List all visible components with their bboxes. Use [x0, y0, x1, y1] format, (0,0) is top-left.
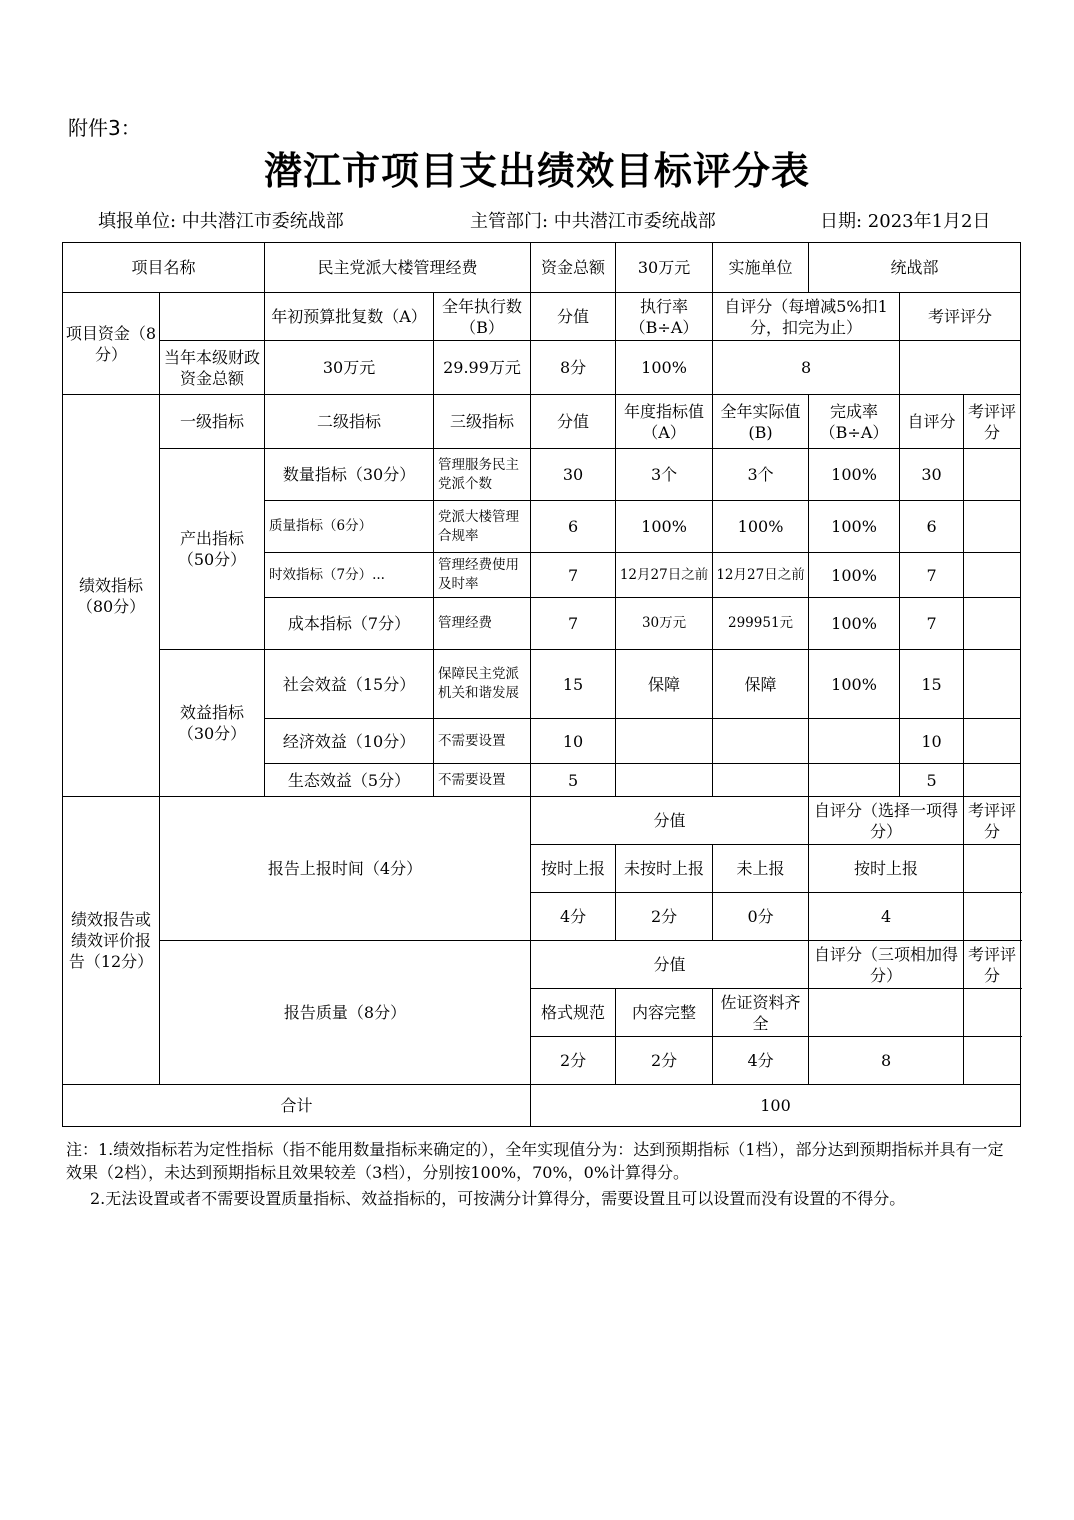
- row-review: [964, 449, 1021, 501]
- row-score: 15: [531, 650, 616, 719]
- row-l3: 保障民主党派机关和谐发展: [434, 650, 531, 719]
- perf-h2: 二级指标: [265, 395, 434, 449]
- total-value: 100: [531, 1085, 1021, 1127]
- row-l2: 生态效益（5分）: [265, 764, 434, 797]
- row-a: 3个: [616, 449, 713, 501]
- perf-h8: 自评分: [900, 395, 964, 449]
- report-quality-val2: 2分: [616, 1037, 713, 1085]
- row-l2: 时效指标（7分）...: [265, 553, 434, 598]
- perf-h9: 考评评分: [964, 395, 1021, 449]
- funds-rate: 100%: [616, 341, 713, 395]
- row-score: 10: [531, 719, 616, 764]
- row-rate: 100%: [809, 598, 900, 650]
- report-time-val2: 2分: [616, 893, 713, 941]
- row-l3: 不需要设置: [434, 719, 531, 764]
- report-quality-review: 考评评分: [964, 941, 1021, 989]
- h-review: 考评评分: [900, 293, 1021, 341]
- row-score: 30: [531, 449, 616, 501]
- funds-review: [900, 341, 1021, 395]
- row-b: [713, 764, 809, 797]
- attachment-label: 附件3：: [68, 116, 141, 140]
- report-quality-blank: [809, 989, 964, 1037]
- row-score: 5: [531, 764, 616, 797]
- row-rate: 100%: [809, 501, 900, 553]
- report-quality-label: 报告质量（8分）: [160, 941, 531, 1085]
- row-rate: 100%: [809, 650, 900, 719]
- row-a: 30万元: [616, 598, 713, 650]
- row-a: 12月27日之前: [616, 553, 713, 598]
- report-quality-val3: 4分: [713, 1037, 809, 1085]
- funds-exec: 29.99万元: [434, 341, 531, 395]
- project-name-label: 项目名称: [63, 243, 265, 293]
- row-score: 7: [531, 553, 616, 598]
- fill-unit: 填报单位: 中共潜江市委统战部: [98, 211, 344, 232]
- report-quality-opt2: 内容完整: [616, 989, 713, 1037]
- funds-score: 8分: [531, 341, 616, 395]
- date: 日期: 2023年1月2日: [820, 211, 991, 232]
- row-l2: 经济效益（10分）: [265, 719, 434, 764]
- row-b: 299951元: [713, 598, 809, 650]
- report-time-self: 自评分（选择一项得分）: [809, 797, 964, 845]
- row-rate: [809, 719, 900, 764]
- row-self: 15: [900, 650, 964, 719]
- row-l2: 成本指标（7分）: [265, 598, 434, 650]
- score-table: [62, 242, 1021, 1127]
- row-self: 5: [900, 764, 964, 797]
- notes: [66, 1138, 1012, 1210]
- row-a: [616, 764, 713, 797]
- report-time-opt2: 未按时上报: [616, 845, 713, 893]
- report-quality-blank3: [964, 1037, 1021, 1085]
- report-time-blank: [964, 845, 1021, 893]
- report-time-opt1: 按时上报: [531, 845, 616, 893]
- row-b: [713, 719, 809, 764]
- row-l3: 管理经费: [434, 598, 531, 650]
- report-time-review: 考评评分: [964, 797, 1021, 845]
- row-self: 7: [900, 598, 964, 650]
- h-budget: 年初预算批复数（A）: [265, 293, 434, 341]
- row-b: 保障: [713, 650, 809, 719]
- row-review: [964, 650, 1021, 719]
- row-self: 10: [900, 719, 964, 764]
- perf-h5: 年度指标值（A）: [616, 395, 713, 449]
- row-review: [964, 764, 1021, 797]
- report-quality-opt1: 格式规范: [531, 989, 616, 1037]
- row-review: [964, 553, 1021, 598]
- total-label: 合计: [63, 1085, 531, 1127]
- report-time-self-val: 4: [809, 893, 964, 941]
- row-a: 保障: [616, 650, 713, 719]
- row-review: [964, 598, 1021, 650]
- row-rate: [809, 764, 900, 797]
- page-title: 潜江市项目支出绩效目标评分表: [263, 149, 810, 193]
- impl-unit-label: 实施单位: [713, 243, 809, 293]
- report-quality-score: 分值: [531, 941, 809, 989]
- report-label: 绩效报告或绩效评价报告（12分）: [63, 797, 160, 1085]
- row-a: [616, 719, 713, 764]
- row-rate: 100%: [809, 449, 900, 501]
- report-time-selected: 按时上报: [809, 845, 964, 893]
- row-b: 100%: [713, 501, 809, 553]
- row-self: 7: [900, 553, 964, 598]
- report-quality-val1: 2分: [531, 1037, 616, 1085]
- row-self: 6: [900, 501, 964, 553]
- report-time-opt3: 未上报: [713, 845, 809, 893]
- report-time-score: 分值: [531, 797, 809, 845]
- row-self: 30: [900, 449, 964, 501]
- h-score: 分值: [531, 293, 616, 341]
- perf-label: 绩效指标（80分）: [63, 395, 160, 797]
- row-l3: 管理服务民主党派个数: [434, 449, 531, 501]
- funds-label: 项目资金（8分）: [63, 293, 160, 395]
- report-quality-self: 自评分（三项相加得分）: [809, 941, 964, 989]
- row-l2: 社会效益（15分）: [265, 650, 434, 719]
- perf-h6: 全年实际值(B): [713, 395, 809, 449]
- row-b: 3个: [713, 449, 809, 501]
- row-b: 12月27日之前: [713, 553, 809, 598]
- report-time-blank2: [964, 893, 1021, 941]
- perf-h7: 完成率（B÷A）: [809, 395, 900, 449]
- row-rate: 100%: [809, 553, 900, 598]
- perf-h3: 三级指标: [434, 395, 531, 449]
- row-review: [964, 501, 1021, 553]
- note-2: 2.无法设置或者不需要设置质量指标、效益指标的，可按满分计算得分，需要设置且可以设置而没有设置的不得分。: [90, 1189, 906, 1208]
- perf-h4: 分值: [531, 395, 616, 449]
- impl-unit: 统战部: [809, 243, 1021, 293]
- perf-h1: 一级指标: [160, 395, 265, 449]
- row-l2: 质量指标（6分）: [265, 501, 434, 553]
- row-l3: 党派大楼管理合规率: [434, 501, 531, 553]
- supervising-dept: 主管部门: 中共潜江市委统战部: [470, 211, 716, 232]
- h-exec: 全年执行数（B）: [434, 293, 531, 341]
- report-time-label: 报告上报时间（4分）: [160, 797, 531, 941]
- row-a: 100%: [616, 501, 713, 553]
- fund-total: 30万元: [616, 243, 713, 293]
- funds-budget: 30万元: [265, 341, 434, 395]
- report-time-val3: 0分: [713, 893, 809, 941]
- funds-self: 8: [713, 341, 900, 395]
- benefit-label: 效益指标（30分）: [160, 650, 265, 797]
- fund-total-label: 资金总额: [531, 243, 616, 293]
- row-review: [964, 719, 1021, 764]
- row-l3: 管理经费使用及时率: [434, 553, 531, 598]
- report-quality-blank2: [964, 989, 1021, 1037]
- report-quality-self-val: 8: [809, 1037, 964, 1085]
- h-rate: 执行率（B÷A）: [616, 293, 713, 341]
- row-l2: 数量指标（30分）: [265, 449, 434, 501]
- row-score: 7: [531, 598, 616, 650]
- note-1: 注：1.绩效指标若为定性指标（指不能用数量指标来确定的），全年实现值分为：达到预期指标（1档），部分达到预期指标并具有一定效果（2档），未达到预期指标且效果较差（3档），分别按100%，70%，0%计算得分。: [66, 1140, 1004, 1182]
- row-score: 6: [531, 501, 616, 553]
- row-l3: 不需要设置: [434, 764, 531, 797]
- report-time-val1: 4分: [531, 893, 616, 941]
- report-quality-opt3: 佐证资料齐全: [713, 989, 809, 1037]
- output-label: 产出指标（50分）: [160, 449, 265, 650]
- h-self: 自评分（每增减5%扣1分，扣完为止）: [713, 293, 900, 341]
- project-name: 民主党派大楼管理经费: [265, 243, 531, 293]
- funds-blank: [160, 293, 265, 341]
- funds-row-label: 当年本级财政资金总额: [160, 341, 265, 395]
